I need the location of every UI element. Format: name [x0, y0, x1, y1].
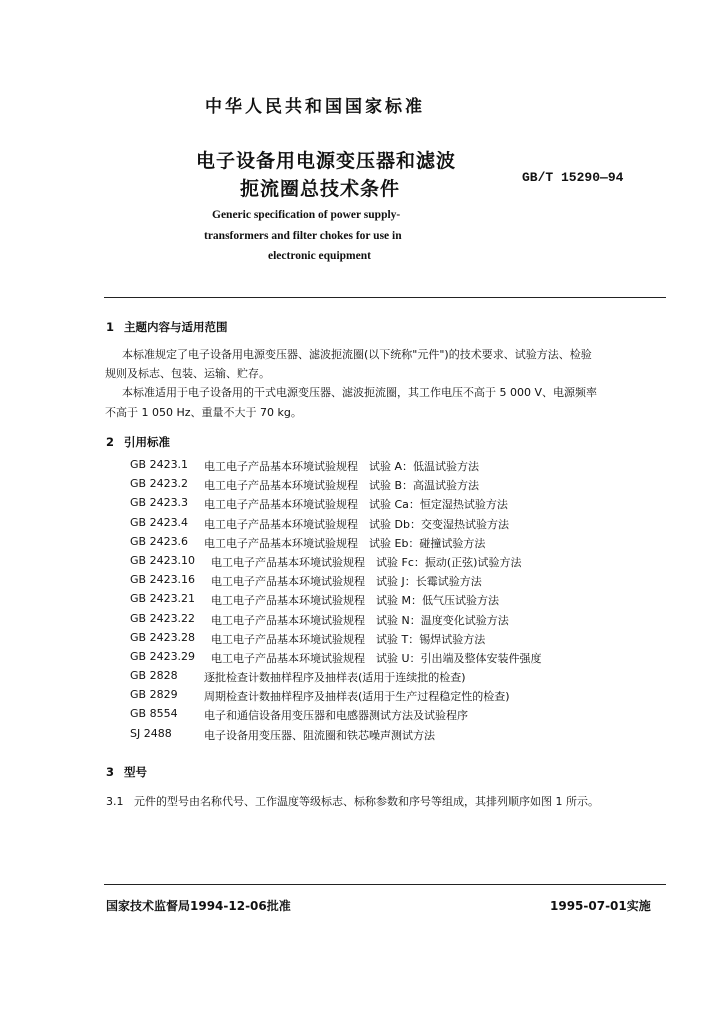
english-title-line-2: transformers and filter chokes for use in	[204, 230, 402, 242]
reference-title: 电工电子产品基本环境试验规程 试验 Db：交变湿热试验方法	[204, 517, 509, 531]
reference-item	[130, 573, 542, 592]
reference-title: 电工电子产品基本环境试验规程 试验 U：引出端及整体安装件强度	[211, 651, 542, 665]
reference-code: SJ 2488	[130, 726, 172, 740]
section-2-heading	[106, 434, 170, 450]
reference-code: GB 2423.6	[130, 534, 189, 548]
reference-title: 电子设备用变压器、阻流圈和铁芯噪声测试方法	[204, 728, 435, 742]
reference-code: GB 2423.21	[130, 592, 196, 606]
reference-title: 逐批检查计数抽样程序及抽样表(适用于连续批的检查)	[204, 671, 466, 685]
document-title-line-1: 电子设备用电源变压器和滤波	[196, 150, 457, 172]
reference-code: GB 2423.10	[130, 553, 196, 567]
english-title-line-1: Generic specification of power supply-	[212, 209, 401, 221]
section-1-heading	[106, 319, 228, 335]
reference-code: GB 2423.1	[130, 458, 189, 471]
approval-date: 国家技术监督局1994-12-06批准	[106, 899, 291, 913]
reference-item	[130, 612, 542, 631]
reference-item	[130, 669, 542, 688]
reference-title: 电工电子产品基本环境试验规程 试验 Fc：振动(正弦)试验方法	[211, 555, 522, 569]
reference-code: GB 2423.22	[130, 611, 196, 625]
national-standard-heading: 中华人民共和国国家标准	[205, 97, 425, 117]
reference-item	[130, 592, 542, 611]
paragraph-line: 不高于 1 050 Hz、重量不大于 70 kg。	[105, 406, 302, 419]
reference-item	[130, 688, 542, 707]
reference-item	[130, 535, 542, 554]
reference-item	[130, 727, 542, 746]
section-3-heading	[106, 764, 147, 780]
reference-item	[130, 496, 542, 515]
reference-item	[130, 650, 542, 669]
standard-code: GB/T 15290—94	[522, 170, 624, 185]
reference-code: GB 2423.3	[130, 496, 189, 510]
reference-code: GB 2423.16	[130, 573, 196, 587]
reference-standards-list	[130, 458, 542, 746]
reference-code: GB 2423.4	[130, 515, 189, 529]
reference-title: 电工电子产品基本环境试验规程 试验 M：低气压试验方法	[211, 594, 499, 608]
section-number: 2	[106, 435, 115, 449]
reference-item	[130, 631, 542, 650]
clause-3-1	[106, 793, 599, 809]
reference-title: 电工电子产品基本环境试验规程 试验 J：长霉试验方法	[211, 575, 482, 589]
reference-code: GB 2423.28	[130, 630, 196, 644]
reference-item	[130, 707, 542, 726]
reference-code: GB 8554	[130, 707, 178, 721]
section-title: 主题内容与适用范围	[124, 320, 228, 334]
reference-item	[130, 458, 542, 477]
paragraph-line: 规则及标志、包装、运输、贮存。	[105, 367, 270, 380]
header-divider	[104, 297, 666, 298]
section-title: 型号	[124, 765, 147, 779]
reference-title: 电子和通信设备用变压器和电感器测试方法及试验程序	[204, 709, 468, 723]
reference-title: 电工电子产品基本环境试验规程 试验 T：锡焊试验方法	[211, 632, 486, 646]
reference-code: GB 2423.2	[130, 477, 189, 491]
reference-code: GB 2423.29	[130, 649, 196, 663]
section-number: 1	[106, 320, 115, 334]
reference-title: 周期检查计数抽样程序及抽样表(适用于生产过程稳定性的检查)	[204, 690, 510, 704]
paragraph-line: 本标准规定了电子设备用电源变压器、滤波扼流圈(以下统称"元件")的技术要求、试验方法、检验	[122, 348, 592, 361]
reference-code: GB 2828	[130, 669, 178, 683]
reference-title: 电工电子产品基本环境试验规程 试验 Ca：恒定湿热试验方法	[204, 498, 508, 512]
reference-item	[130, 554, 542, 573]
reference-item	[130, 477, 542, 496]
reference-title: 电工电子产品基本环境试验规程 试验 Eb：碰撞试验方法	[204, 536, 486, 550]
clause-text: 元件的型号由名称代号、工作温度等级标志、标称参数和序号等组成，其排列顺序如图 1 所示。	[134, 795, 599, 808]
footer-divider	[104, 884, 666, 885]
reference-item	[130, 516, 542, 535]
reference-title: 电工电子产品基本环境试验规程 试验 B：高温试验方法	[204, 479, 480, 493]
section-title: 引用标准	[124, 435, 170, 449]
reference-title: 电工电子产品基本环境试验规程 试验 N：温度变化试验方法	[211, 613, 509, 627]
english-title-line-3: electronic equipment	[268, 250, 371, 262]
section-number: 3	[106, 765, 115, 779]
implementation-date: 1995-07-01实施	[550, 899, 651, 913]
document-title-line-2: 扼流圈总技术条件	[240, 178, 401, 200]
paragraph-line: 本标准适用于电子设备用的干式电源变压器、滤波扼流圈，其工作电压不高于 5 000 V、电源频率	[122, 386, 598, 399]
clause-number: 3.1	[106, 795, 124, 808]
reference-code: GB 2829	[130, 688, 178, 702]
reference-title: 电工电子产品基本环境试验规程 试验 A：低温试验方法	[204, 460, 480, 473]
